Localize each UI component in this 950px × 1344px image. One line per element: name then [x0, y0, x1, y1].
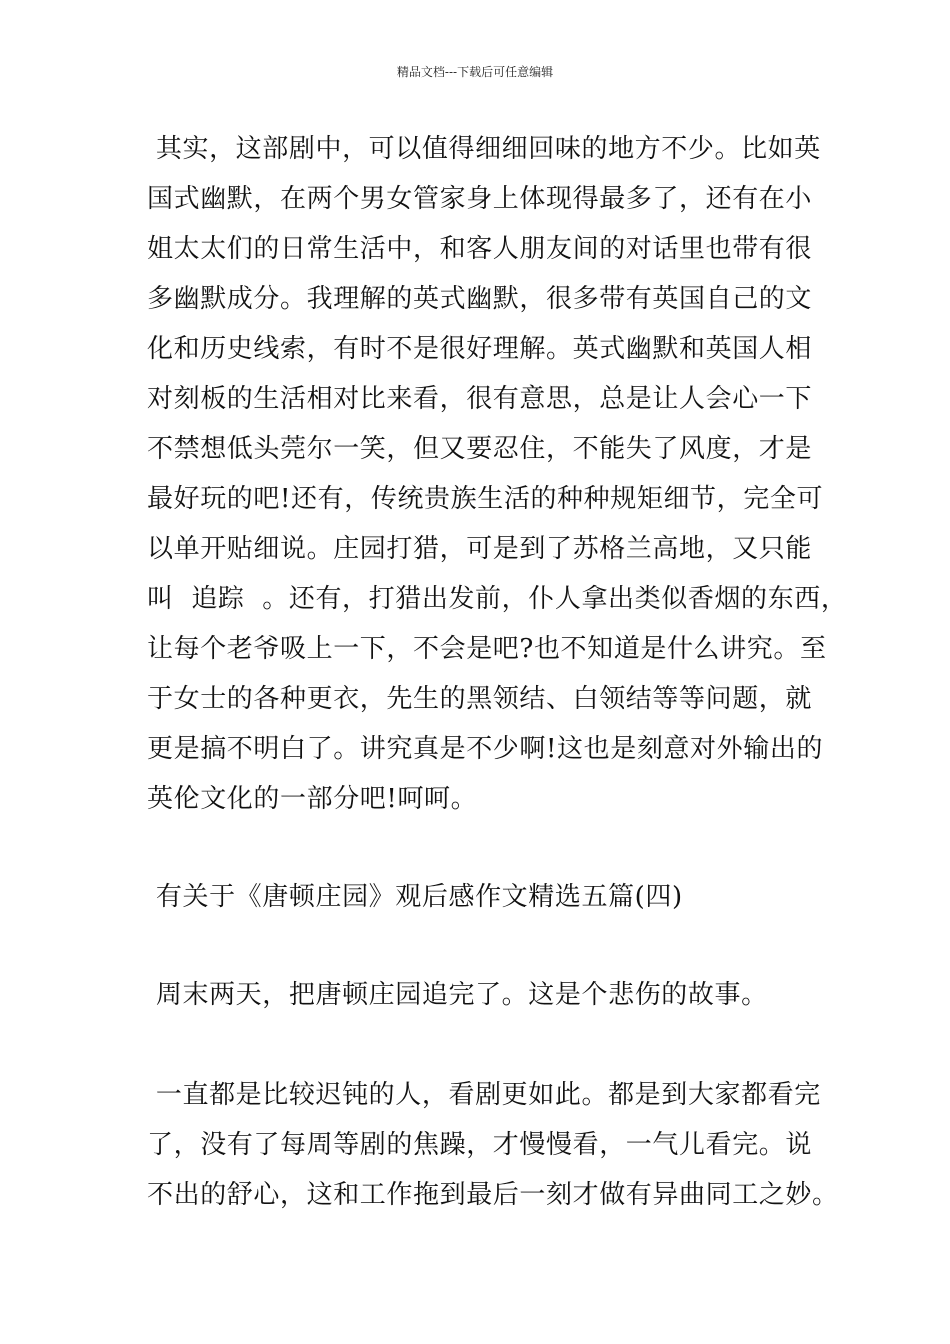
- text-line: 姐太太们的日常生活中，和客人朋友间的对话里也带有很: [147, 234, 813, 264]
- text-line: 了，没有了每周等剧的焦躁，才慢慢看，一气儿看完。说: [147, 1130, 813, 1160]
- text-line: 叫 追踪 。还有，打猎出发前，仆人拿出类似香烟的东西，: [147, 584, 848, 614]
- text-line: 不禁想低头莞尔一笑，但又要忍住，不能失了风度，才是: [147, 434, 813, 464]
- text-line: 英伦文化的一部分吧!呵呵。: [147, 784, 478, 814]
- text-line: 最好玩的吧!还有，传统贵族生活的种种规矩细节，完全可: [147, 484, 824, 514]
- text-line: 对刻板的生活相对比来看，很有意思，总是让人会心一下: [147, 384, 813, 414]
- text-line: 于女士的各种更衣，先生的黑领结、白领结等等问题，就: [147, 684, 813, 714]
- text-line: 更是搞不明白了。讲究真是不少啊!这也是刻意对外输出的: [147, 734, 824, 764]
- section-title: 有关于《唐顿庄园》观后感作文精选五篇(四): [147, 882, 683, 912]
- text-line: 其实，这部剧中，可以值得细细回味的地方不少。比如英: [147, 134, 821, 164]
- text-line: 周末两天，把唐顿庄园追完了。这是个悲伤的故事。: [147, 980, 768, 1010]
- text-line: 让每个老爷吸上一下，不会是吧?也不知道是什么讲究。至: [147, 634, 827, 664]
- text-line: 多幽默成分。我理解的英式幽默，很多带有英国自己的文: [147, 284, 813, 314]
- text-line: 国式幽默，在两个男女管家身上体现得最多了，还有在小: [147, 184, 813, 214]
- page-header: 精品文档---下载后可任意编辑: [396, 65, 554, 79]
- text-line: 一直都是比较迟钝的人，看剧更如此。都是到大家都看完: [147, 1080, 821, 1110]
- text-line: 化和历史线索，有时不是很好理解。英式幽默和英国人相: [147, 334, 813, 364]
- text-line: 不出的舒心，这和工作拖到最后一刻才做有异曲同工之妙。: [147, 1180, 839, 1210]
- text-line: 以单开贴细说。庄园打猎，可是到了苏格兰高地，又只能: [147, 534, 813, 564]
